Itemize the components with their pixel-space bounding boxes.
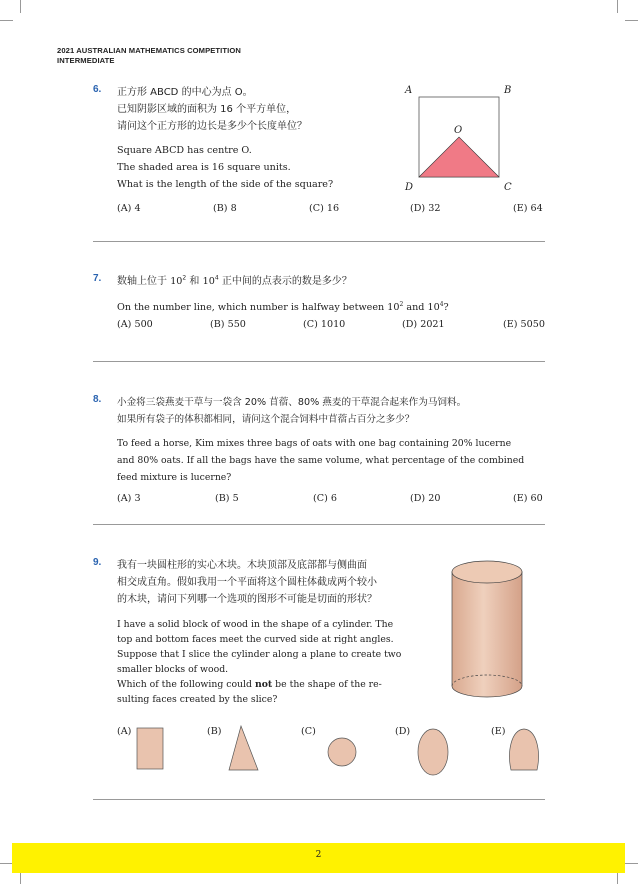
exponent: 2: [182, 274, 187, 282]
option-c[interactable]: (C) 6: [313, 493, 337, 504]
label-o: O: [454, 125, 463, 136]
cylinder-top: [452, 561, 522, 583]
question-zh-line: 请问这个正方形的边长是多少个长度单位？: [117, 121, 307, 132]
option-c[interactable]: (C) 16: [309, 203, 340, 214]
shape-triangle: [227, 724, 261, 772]
crop-mark: [625, 20, 638, 21]
shape-circle: [326, 736, 358, 768]
shaded-triangle: [419, 137, 499, 177]
crop-mark: [0, 20, 13, 21]
shape-ellipse: [416, 727, 450, 777]
header-level: INTERMEDIATE: [57, 56, 115, 65]
question-en-line: top and bottom faces meet the curved side at right angles.: [117, 634, 394, 645]
en-text: be the shape of the re-: [275, 679, 382, 690]
question-en-line: Suppose that I slice the cylinder along a plane to create two: [117, 649, 402, 660]
divider: [93, 524, 545, 525]
question-zh-line: [117, 273, 449, 290]
question-zh-line: 正方形 ABCD 的中心为点 O。: [117, 87, 253, 98]
zh-text: 和: [189, 276, 200, 287]
header-title: 2021 AUSTRALIAN MATHEMATICS COMPETITION: [57, 46, 241, 55]
option-b[interactable]: (B) 5: [215, 493, 239, 504]
question-en-line: feed mixture is lucerne?: [117, 472, 232, 483]
page-header: [57, 46, 241, 66]
label-c: C: [504, 182, 512, 193]
crop-mark: [20, 0, 21, 13]
divider: [93, 241, 545, 242]
en-text: ?: [443, 302, 449, 313]
question-number: 7.: [93, 273, 102, 284]
question-en-line: I have a solid block of wood in the shape of a cylinder. The: [117, 619, 394, 630]
base-value: 10: [387, 302, 400, 313]
cylinder-figure: [448, 558, 526, 703]
question-en-line: Square ABCD has centre O.: [117, 145, 252, 156]
exponent: 2: [399, 300, 404, 308]
base-value: 10: [170, 276, 183, 287]
question-en-line: The shaded area is 16 square units.: [117, 162, 291, 173]
question-number: 9.: [93, 557, 102, 568]
exponent: 4: [439, 300, 444, 308]
option-d[interactable]: (D): [395, 726, 411, 737]
base-value: 10: [202, 276, 215, 287]
option-c[interactable]: (C) 1010: [303, 319, 346, 330]
option-b[interactable]: (B): [207, 726, 222, 737]
square-figure: [400, 78, 525, 194]
option-a[interactable]: (A): [117, 726, 132, 737]
page-number: 2: [315, 850, 322, 860]
question-zh-line: 小金将三袋燕麦干草与一袋含 20% 苜蓿、80% 燕麦的干草混合起来作为马饲料。: [117, 397, 467, 408]
zh-text: 正中间的点表示的数是多少？: [221, 276, 352, 287]
question-zh-line: 我有一块圆柱形的实心木块。木块顶部及底部都与侧曲面: [117, 560, 367, 571]
option-e[interactable]: (E) 60: [513, 493, 543, 504]
shape-truncated-ellipse: [508, 727, 542, 773]
question-number: 6.: [93, 84, 102, 95]
option-a[interactable]: (A) 500: [117, 319, 153, 330]
label-d: D: [405, 182, 414, 193]
question-en-line: smaller blocks of wood.: [117, 664, 229, 675]
option-a[interactable]: (A) 3: [117, 493, 141, 504]
page-footer: [12, 843, 625, 873]
question-en-line: [117, 299, 449, 316]
question-en-line: sulting faces created by the slice?: [117, 694, 278, 705]
option-d[interactable]: (D) 2021: [402, 319, 445, 330]
crop-mark: [625, 863, 638, 864]
en-text: Which of the following could: [117, 679, 252, 690]
question-zh-line: 已知阴影区域的面积为 16 个平方单位，: [117, 104, 297, 115]
question-number: 8.: [93, 394, 102, 405]
question-zh-line: 如果所有袋子的体积都相同，请问这个混合饲料中苜蓿占百分之多少？: [117, 414, 415, 425]
label-a: A: [405, 85, 413, 96]
question-en-line: To feed a horse, Kim mixes three bags of oats with one bag containing 20% lucerne: [117, 438, 512, 449]
option-d[interactable]: (D) 20: [410, 493, 441, 504]
option-b[interactable]: (B) 8: [213, 203, 237, 214]
option-a[interactable]: (A) 4: [117, 203, 141, 214]
option-e[interactable]: (E) 64: [513, 203, 543, 214]
emphasis-not: not: [254, 679, 273, 690]
base-value: 10: [427, 302, 440, 313]
option-b[interactable]: (B) 550: [210, 319, 246, 330]
question-en-line: What is the length of the side of the square?: [117, 179, 334, 190]
option-c[interactable]: (C): [301, 726, 316, 737]
crop-mark: [617, 0, 618, 13]
question-zh-line: 相交成直角。假如我用一个平面将这个圆柱体截成两个较小: [117, 577, 377, 588]
exponent: 4: [214, 274, 219, 282]
shape-rectangle: [136, 727, 166, 771]
option-e[interactable]: (E) 5050: [503, 319, 545, 330]
question-zh-line: 的木块，请问下列哪一个选项的图形不可能是切面的形状？: [117, 594, 377, 605]
question-en-line: and 80% oats. If all the bags have the same volume, what percentage of the combined: [117, 455, 525, 466]
question-en-line: [117, 677, 401, 692]
en-text: On the number line, which number is halfway between: [117, 302, 385, 313]
divider: [93, 361, 545, 362]
divider: [93, 799, 545, 800]
option-d[interactable]: (D) 32: [410, 203, 441, 214]
zh-text: 数轴上位于: [117, 276, 167, 287]
option-e[interactable]: (E): [491, 726, 506, 737]
en-text: and: [406, 302, 425, 313]
label-b: B: [504, 85, 512, 96]
